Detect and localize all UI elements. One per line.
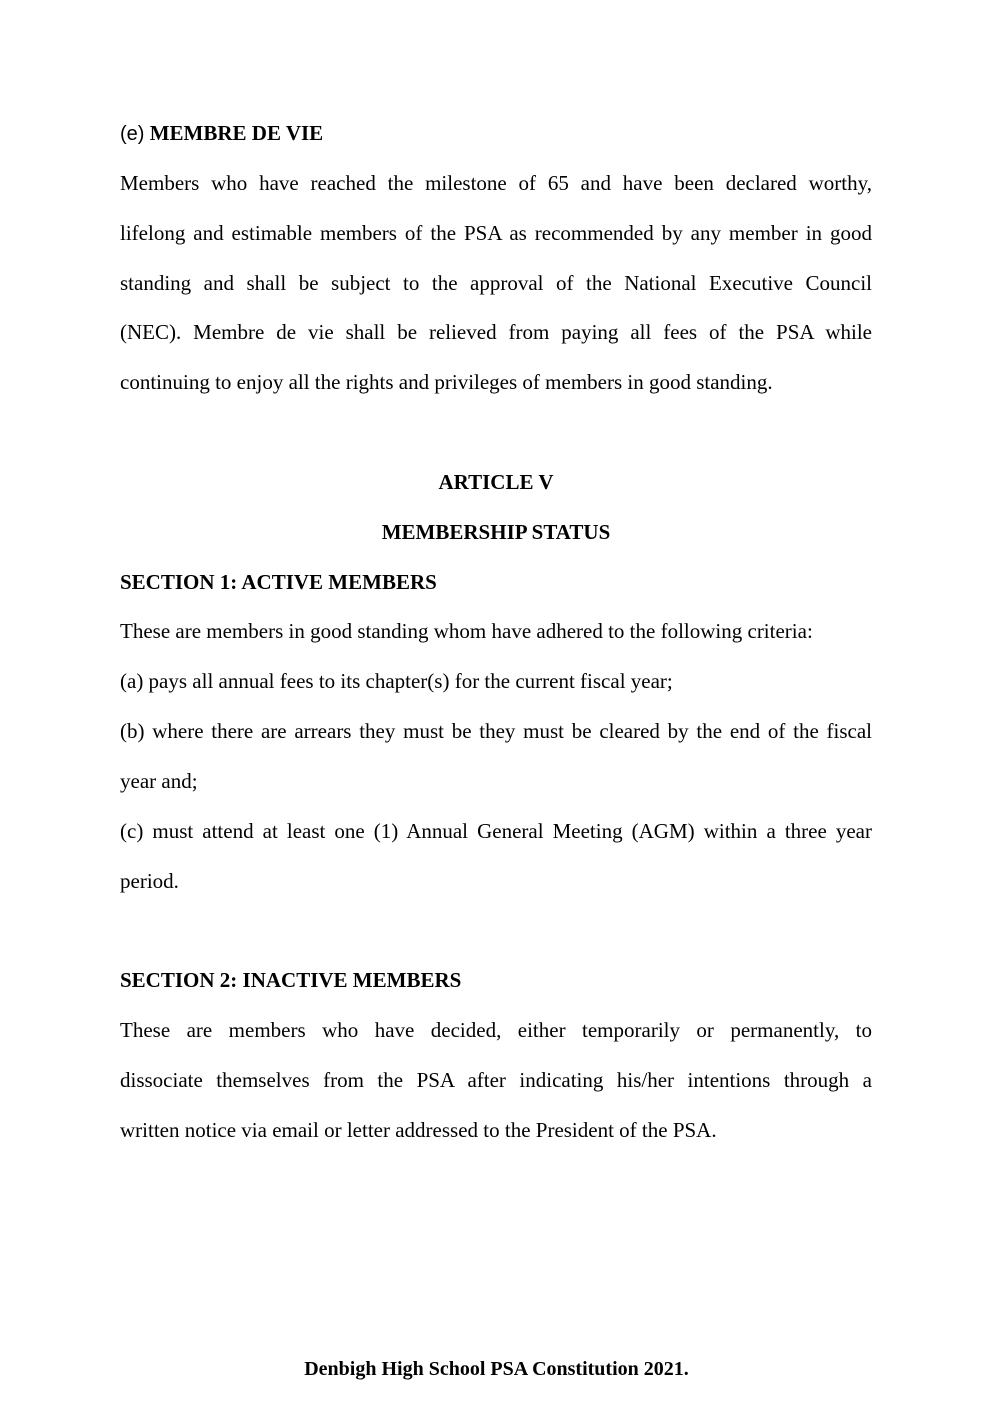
paragraph-line: standing and shall be subject to the approval of the National Executive Council bbox=[120, 271, 872, 295]
paragraph-line: Members who have reached the milestone of 65 and have been declared worthy, bbox=[120, 171, 872, 195]
criteria-item-b-cont: year and; bbox=[120, 769, 198, 793]
criteria-item-b: (b) where there are arrears they must be they must be cleared by the end of the fiscal bbox=[120, 719, 872, 743]
criteria-item-c: (c) must attend at least one (1) Annual General Meeting (AGM) within a three year bbox=[120, 819, 872, 843]
paragraph-line: dissociate themselves from the PSA after indicating his/her intentions through a bbox=[120, 1068, 872, 1092]
membre-de-vie-title: MEMBRE DE VIE bbox=[149, 121, 324, 145]
article-title: MEMBERSHIP STATUS bbox=[381, 520, 611, 544]
paragraph-line: written notice via email or letter addressed to the President of the PSA. bbox=[120, 1118, 717, 1142]
criteria-item-c-cont: period. bbox=[120, 869, 179, 893]
membre-de-vie-heading bbox=[120, 121, 872, 146]
section-1-intro: These are members in good standing whom have adhered to the following criteria: bbox=[120, 619, 813, 643]
paragraph-line: lifelong and estimable members of the PSA as recommended by any member in good bbox=[120, 221, 872, 245]
paragraph-line: These are members who have decided, either temporarily or permanently, to bbox=[120, 1018, 872, 1042]
section-2-heading: SECTION 2: INACTIVE MEMBERS bbox=[120, 968, 462, 992]
section-1-heading: SECTION 1: ACTIVE MEMBERS bbox=[120, 570, 437, 594]
page-footer: Denbigh High School PSA Constitution 2021. bbox=[304, 1358, 689, 1380]
paragraph-line: continuing to enjoy all the rights and privileges of members in good standing. bbox=[120, 370, 773, 394]
paragraph-line: (NEC). Membre de vie shall be relieved from paying all fees of the PSA while bbox=[120, 320, 872, 344]
item-prefix: (e) bbox=[120, 123, 145, 145]
criteria-item-a: (a) pays all annual fees to its chapter(s) for the current fiscal year; bbox=[120, 669, 673, 693]
article-number: ARTICLE V bbox=[438, 470, 554, 494]
